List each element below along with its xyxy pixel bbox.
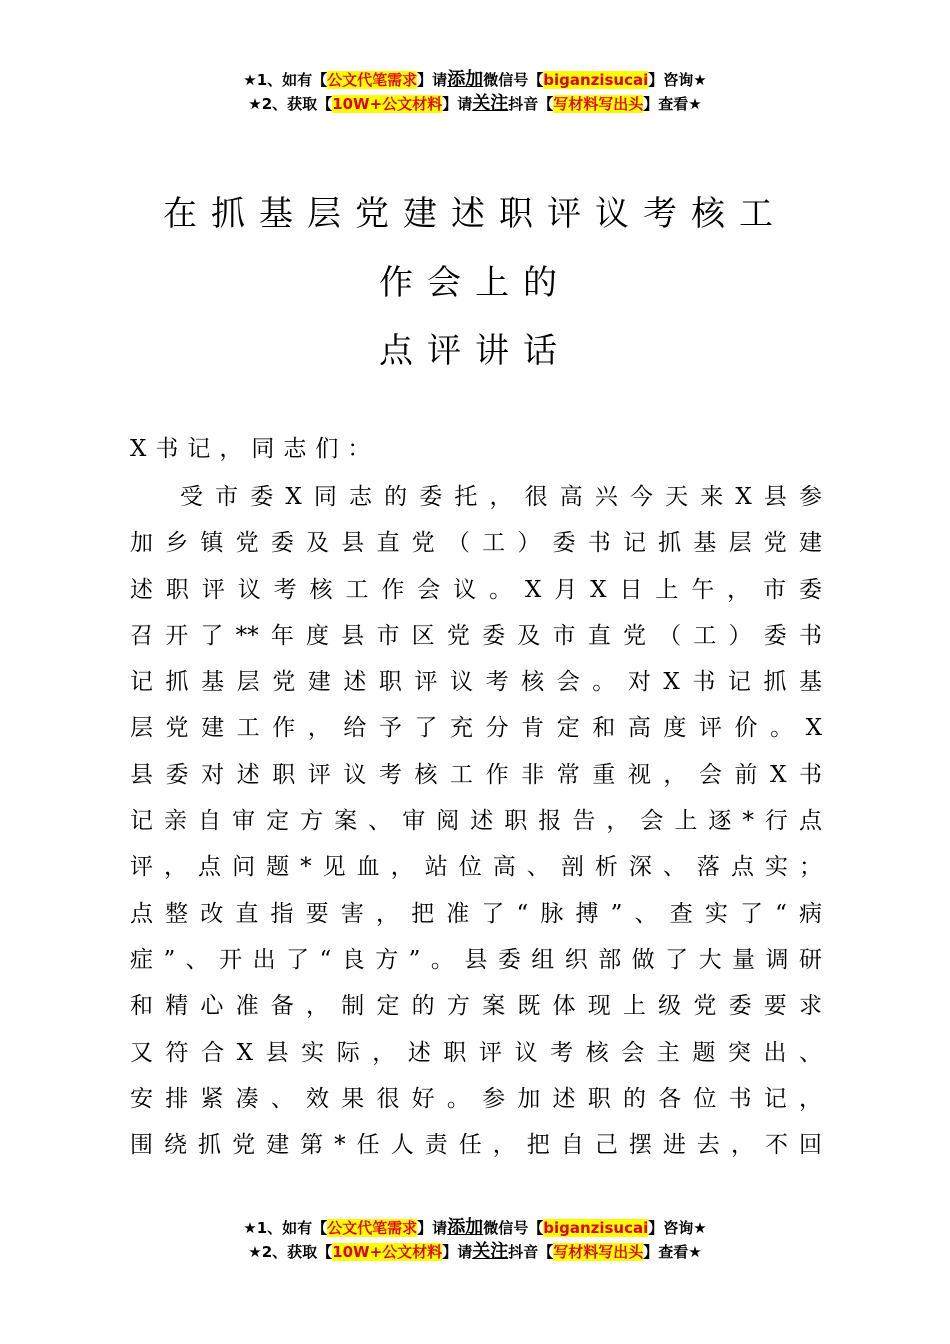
promo-wechat-id: biganzisucai	[543, 71, 649, 89]
promo-line-2: ★2、获取【10W+公文材料】请关注抖音【写材料写出头】查看★	[248, 93, 702, 114]
promo-emphasis: 添加	[447, 1217, 484, 1238]
body-line: 症”、开出了“良方”。县委组织部做了大量调研	[130, 946, 822, 973]
promo-emphasis: 添加	[447, 69, 484, 90]
body-line: 述职评议考核工作会议。X月X日上午，市委	[130, 576, 822, 603]
body-line: 安排紧凑、效果很好。参加述职的各位书记，	[130, 1085, 822, 1112]
speech-body	[130, 474, 822, 1168]
header-promo-banner	[0, 68, 950, 116]
body-line: 召开了**年度县市区党委及市直党（工）委书	[130, 622, 822, 649]
promo-highlight: 10W+公文材料	[332, 95, 443, 113]
body-line: 和精心准备，制定的方案既体现上级党委要求	[130, 993, 822, 1020]
promo-highlight: 公文代笔需求	[327, 1219, 418, 1237]
promo-emphasis: 关注	[472, 93, 509, 114]
salutation: X书记，同志们：	[130, 436, 380, 462]
document-title-line-1: 在抓基层党建述职评议考核工	[163, 194, 787, 234]
promo-line-1: ★1、如有【公文代笔需求】请添加微信号【biganzisucai】咨询★	[243, 69, 707, 90]
promo-wechat-id: biganzisucai	[543, 1219, 649, 1237]
document-title-line-2: 作会上的	[379, 263, 571, 303]
promo-line-1: ★1、如有【公文代笔需求】请添加微信号【biganzisucai】咨询★	[243, 1217, 707, 1238]
body-line: 层党建工作，给予了充分肯定和高度评价。X	[130, 715, 822, 742]
body-line: 记抓基层党建述职评议考核会。对X书记抓基	[130, 669, 822, 696]
body-line: 又符合X县实际，述职评议考核会主题突出、	[130, 1039, 822, 1066]
document-title-line-3: 点评讲话	[379, 331, 571, 371]
promo-emphasis: 关注	[472, 1241, 509, 1262]
body-line: 县委对述职评议考核工作非常重视，会前X书	[130, 761, 822, 788]
body-line: 围绕抓党建第*任人责任，把自己摆进去，不回	[130, 1132, 822, 1159]
body-line: 受市委X同志的委托，很高兴今天来X县参	[180, 484, 822, 510]
body-line: 加乡镇党委及县直党（工）委书记抓基层党建	[130, 530, 822, 557]
promo-highlight: 公文代笔需求	[327, 71, 418, 89]
promo-line-2: ★2、获取【10W+公文材料】请关注抖音【写材料写出头】查看★	[248, 1241, 702, 1262]
promo-douyin-id: 写材料写出头	[553, 1243, 644, 1261]
body-line: 评，点问题*见血，站位高、剖析深、落点实；	[130, 854, 822, 881]
footer-promo-banner	[0, 1216, 950, 1264]
promo-douyin-id: 写材料写出头	[553, 95, 644, 113]
body-line: 点整改直指要害，把准了“脉搏”、查实了“病	[130, 900, 822, 927]
promo-highlight: 10W+公文材料	[332, 1243, 443, 1261]
body-line: 记亲自审定方案、审阅述职报告，会上逐*行点	[130, 808, 822, 835]
